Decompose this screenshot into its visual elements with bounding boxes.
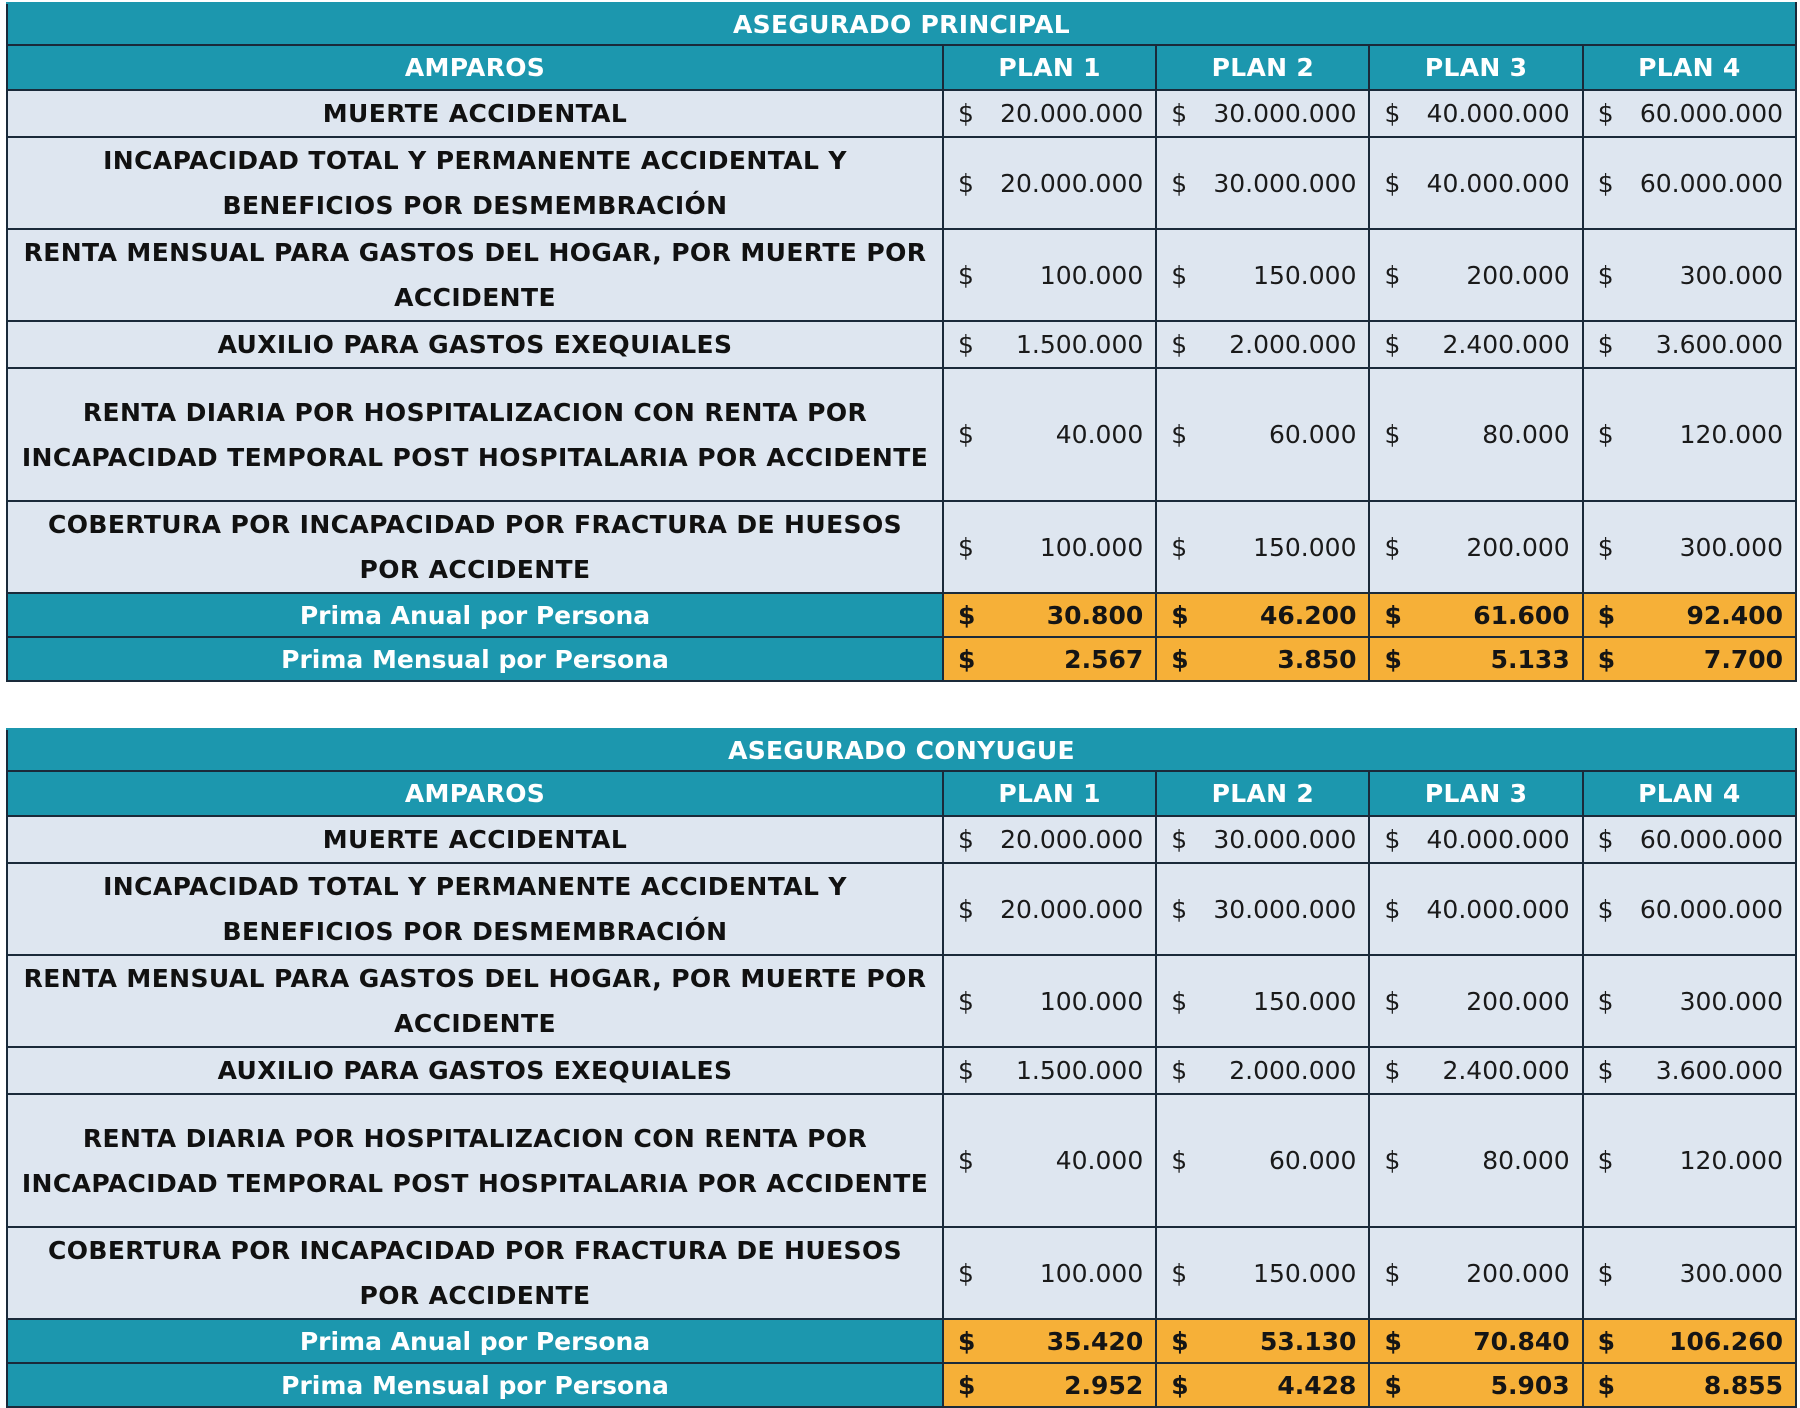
table-row bbox=[7, 1047, 1796, 1094]
premium-cell bbox=[1156, 1319, 1369, 1363]
premium-row bbox=[7, 593, 1796, 637]
amount-cell bbox=[943, 368, 1156, 501]
table-row bbox=[7, 816, 1796, 863]
currency-symbol: $ bbox=[1597, 99, 1614, 128]
currency-symbol: $ bbox=[1384, 168, 1401, 198]
table-row bbox=[7, 863, 1796, 955]
premium-row bbox=[7, 637, 1796, 681]
coverage-label: RENTA DIARIA POR HOSPITALIZACION CON RENTA POR INCAPACIDAD TEMPORAL POST HOSPITALARIA POR ACCIDENTE bbox=[7, 368, 943, 501]
premium-cell bbox=[1583, 637, 1796, 681]
table-title: ASEGURADO CONYUGUE bbox=[7, 729, 1796, 771]
header-plan: PLAN 3 bbox=[1369, 771, 1582, 816]
currency-symbol: $ bbox=[1597, 1370, 1616, 1400]
currency-symbol: $ bbox=[958, 644, 976, 674]
currency-symbol: $ bbox=[1171, 1326, 1189, 1356]
currency-symbol: $ bbox=[1597, 330, 1614, 359]
amount-cell bbox=[1369, 90, 1582, 137]
premium-row bbox=[7, 1319, 1796, 1363]
currency-symbol: $ bbox=[958, 1370, 976, 1400]
amount-cell bbox=[1583, 229, 1796, 321]
currency-symbol: $ bbox=[1384, 986, 1401, 1016]
header-plan: PLAN 1 bbox=[943, 771, 1156, 816]
amount-value: 40.000.000 bbox=[1426, 825, 1570, 854]
currency-symbol: $ bbox=[1384, 644, 1402, 674]
amount-cell bbox=[1583, 137, 1796, 229]
premium-label: Prima Anual por Persona bbox=[7, 1319, 943, 1363]
amount-value: 100.000 bbox=[1039, 532, 1144, 562]
amount-value: 40.000 bbox=[1055, 1146, 1144, 1175]
amount-value: 1.500.000 bbox=[1016, 1056, 1144, 1085]
amount-value: 2.000.000 bbox=[1229, 330, 1357, 359]
currency-symbol: $ bbox=[1171, 894, 1188, 924]
currency-symbol: $ bbox=[958, 1258, 974, 1288]
currency-symbol: $ bbox=[1597, 260, 1614, 290]
premium-row bbox=[7, 1363, 1796, 1407]
amount-value: 40.000.000 bbox=[1426, 99, 1570, 128]
amount-value: 40.000.000 bbox=[1426, 894, 1570, 924]
amount-value: 70.840 bbox=[1473, 1326, 1570, 1356]
currency-symbol: $ bbox=[1384, 1056, 1401, 1085]
amount-value: 35.420 bbox=[1046, 1326, 1144, 1356]
premium-cell bbox=[1369, 1319, 1582, 1363]
amount-cell bbox=[1369, 1227, 1582, 1319]
table-row bbox=[7, 501, 1796, 593]
currency-symbol: $ bbox=[958, 986, 974, 1016]
currency-symbol: $ bbox=[1171, 600, 1189, 630]
currency-symbol: $ bbox=[958, 420, 974, 449]
amount-cell bbox=[1156, 368, 1369, 501]
amount-value: 20.000.000 bbox=[1000, 99, 1144, 128]
amount-cell bbox=[943, 955, 1156, 1047]
currency-symbol: $ bbox=[1384, 600, 1402, 630]
amount-cell bbox=[1583, 863, 1796, 955]
amount-cell bbox=[1156, 229, 1369, 321]
amount-value: 4.428 bbox=[1277, 1370, 1357, 1400]
table-row bbox=[7, 368, 1796, 501]
amount-value: 60.000.000 bbox=[1639, 168, 1783, 198]
currency-symbol: $ bbox=[1171, 168, 1188, 198]
amount-value: 20.000.000 bbox=[1000, 825, 1144, 854]
amount-cell bbox=[1156, 90, 1369, 137]
coverage-label: RENTA MENSUAL PARA GASTOS DEL HOGAR, POR MUERTE POR ACCIDENTE bbox=[7, 955, 943, 1047]
coverage-label: MUERTE ACCIDENTAL bbox=[7, 816, 943, 863]
amount-value: 300.000 bbox=[1679, 260, 1783, 290]
table-asegurado-conyugue bbox=[6, 728, 1797, 1408]
currency-symbol: $ bbox=[1597, 168, 1614, 198]
header-plan: PLAN 2 bbox=[1156, 771, 1369, 816]
amount-cell bbox=[1583, 321, 1796, 368]
amount-value: 60.000 bbox=[1269, 420, 1357, 449]
amount-value: 2.000.000 bbox=[1229, 1056, 1357, 1085]
amount-value: 8.855 bbox=[1703, 1370, 1783, 1400]
amount-cell bbox=[943, 1227, 1156, 1319]
amount-value: 106.260 bbox=[1669, 1326, 1783, 1356]
premium-cell bbox=[1583, 1363, 1796, 1407]
currency-symbol: $ bbox=[1597, 532, 1614, 562]
amount-value: 30.000.000 bbox=[1213, 894, 1357, 924]
coverage-label: AUXILIO PARA GASTOS EXEQUIALES bbox=[7, 1047, 943, 1094]
amount-value: 2.400.000 bbox=[1442, 1056, 1570, 1085]
currency-symbol: $ bbox=[1384, 420, 1401, 449]
amount-value: 300.000 bbox=[1679, 1258, 1783, 1288]
amount-value: 2.952 bbox=[1064, 1370, 1144, 1400]
currency-symbol: $ bbox=[1171, 1146, 1188, 1175]
amount-value: 20.000.000 bbox=[1000, 168, 1144, 198]
table-asegurado-principal bbox=[6, 2, 1797, 682]
amount-value: 120.000 bbox=[1679, 1146, 1783, 1175]
premium-cell bbox=[1583, 593, 1796, 637]
currency-symbol: $ bbox=[1171, 1370, 1189, 1400]
amount-value: 100.000 bbox=[1039, 260, 1144, 290]
table-row bbox=[7, 321, 1796, 368]
amount-cell bbox=[1369, 863, 1582, 955]
amount-cell bbox=[1156, 816, 1369, 863]
amount-value: 40.000.000 bbox=[1426, 168, 1570, 198]
table-title: ASEGURADO PRINCIPAL bbox=[7, 3, 1796, 45]
premium-cell bbox=[943, 637, 1156, 681]
currency-symbol: $ bbox=[1597, 894, 1614, 924]
amount-value: 150.000 bbox=[1253, 1258, 1357, 1288]
amount-value: 61.600 bbox=[1473, 600, 1570, 630]
amount-cell bbox=[1583, 816, 1796, 863]
amount-cell bbox=[1156, 1047, 1369, 1094]
amount-cell bbox=[1369, 1047, 1582, 1094]
table-row bbox=[7, 229, 1796, 321]
amount-cell bbox=[1583, 1227, 1796, 1319]
premium-cell bbox=[943, 1363, 1156, 1407]
amount-value: 1.500.000 bbox=[1016, 330, 1144, 359]
amount-value: 150.000 bbox=[1253, 260, 1357, 290]
amount-cell bbox=[943, 816, 1156, 863]
amount-cell bbox=[943, 1094, 1156, 1227]
amount-value: 300.000 bbox=[1679, 986, 1783, 1016]
amount-value: 80.000 bbox=[1482, 1146, 1570, 1175]
currency-symbol: $ bbox=[1171, 986, 1188, 1016]
currency-symbol: $ bbox=[1171, 644, 1189, 674]
currency-symbol: $ bbox=[1171, 1056, 1188, 1085]
coverage-label: COBERTURA POR INCAPACIDAD POR FRACTURA DE HUESOS POR ACCIDENTE bbox=[7, 501, 943, 593]
header-plan: PLAN 2 bbox=[1156, 45, 1369, 90]
currency-symbol: $ bbox=[1597, 600, 1616, 630]
currency-symbol: $ bbox=[1597, 1146, 1614, 1175]
premium-label: Prima Mensual por Persona bbox=[7, 637, 943, 681]
premium-cell bbox=[1369, 593, 1582, 637]
currency-symbol: $ bbox=[1597, 1056, 1614, 1085]
table-row bbox=[7, 1227, 1796, 1319]
currency-symbol: $ bbox=[1171, 825, 1188, 854]
premium-cell bbox=[1156, 637, 1369, 681]
coverage-label: RENTA MENSUAL PARA GASTOS DEL HOGAR, POR MUERTE POR ACCIDENTE bbox=[7, 229, 943, 321]
amount-cell bbox=[1369, 955, 1582, 1047]
coverage-label: INCAPACIDAD TOTAL Y PERMANENTE ACCIDENTAL Y BENEFICIOS POR DESMEMBRACIÓN bbox=[7, 863, 943, 955]
amount-cell bbox=[1369, 1094, 1582, 1227]
amount-value: 100.000 bbox=[1039, 986, 1144, 1016]
amount-value: 200.000 bbox=[1466, 1258, 1570, 1288]
amount-cell bbox=[1369, 229, 1582, 321]
amount-cell bbox=[943, 229, 1156, 321]
header-amparos: AMPAROS bbox=[7, 45, 943, 90]
premium-label: Prima Mensual por Persona bbox=[7, 1363, 943, 1407]
amount-cell bbox=[1156, 321, 1369, 368]
amount-value: 150.000 bbox=[1253, 532, 1357, 562]
amount-cell bbox=[943, 90, 1156, 137]
premium-cell bbox=[1369, 1363, 1582, 1407]
premium-label: Prima Anual por Persona bbox=[7, 593, 943, 637]
currency-symbol: $ bbox=[1171, 532, 1188, 562]
premium-cell bbox=[1369, 637, 1582, 681]
header-plan: PLAN 3 bbox=[1369, 45, 1582, 90]
coverage-label: COBERTURA POR INCAPACIDAD POR FRACTURA DE HUESOS POR ACCIDENTE bbox=[7, 1227, 943, 1319]
header-plan: PLAN 4 bbox=[1583, 45, 1796, 90]
currency-symbol: $ bbox=[1384, 1370, 1402, 1400]
amount-value: 200.000 bbox=[1466, 260, 1570, 290]
amount-value: 30.000.000 bbox=[1213, 99, 1357, 128]
currency-symbol: $ bbox=[1597, 1326, 1616, 1356]
amount-cell bbox=[1156, 137, 1369, 229]
amount-value: 200.000 bbox=[1466, 986, 1570, 1016]
header-amparos: AMPAROS bbox=[7, 771, 943, 816]
amount-cell bbox=[943, 501, 1156, 593]
currency-symbol: $ bbox=[1384, 894, 1401, 924]
amount-value: 40.000 bbox=[1055, 420, 1144, 449]
amount-value: 30.000.000 bbox=[1213, 168, 1357, 198]
currency-symbol: $ bbox=[1171, 99, 1188, 128]
table-row bbox=[7, 1094, 1796, 1227]
premium-cell bbox=[943, 593, 1156, 637]
currency-symbol: $ bbox=[958, 330, 974, 359]
coverage-label: MUERTE ACCIDENTAL bbox=[7, 90, 943, 137]
amount-cell bbox=[1156, 1227, 1369, 1319]
amount-value: 60.000.000 bbox=[1639, 894, 1783, 924]
amount-value: 30.800 bbox=[1046, 600, 1144, 630]
amount-value: 120.000 bbox=[1679, 420, 1783, 449]
currency-symbol: $ bbox=[958, 894, 974, 924]
header-row bbox=[7, 45, 1796, 90]
amount-cell bbox=[1156, 501, 1369, 593]
amount-cell bbox=[943, 863, 1156, 955]
currency-symbol: $ bbox=[1384, 1146, 1401, 1175]
table-row bbox=[7, 90, 1796, 137]
table-row bbox=[7, 955, 1796, 1047]
amount-cell bbox=[1369, 501, 1582, 593]
premium-cell bbox=[1583, 1319, 1796, 1363]
amount-value: 92.400 bbox=[1686, 600, 1783, 630]
amount-cell bbox=[1583, 368, 1796, 501]
amount-value: 100.000 bbox=[1039, 1258, 1144, 1288]
currency-symbol: $ bbox=[1171, 260, 1188, 290]
amount-cell bbox=[1583, 90, 1796, 137]
currency-symbol: $ bbox=[1384, 330, 1401, 359]
table-row bbox=[7, 137, 1796, 229]
currency-symbol: $ bbox=[1171, 330, 1188, 359]
amount-cell bbox=[1156, 955, 1369, 1047]
amount-value: 60.000 bbox=[1268, 1146, 1357, 1175]
amount-value: 80.000 bbox=[1482, 420, 1570, 449]
currency-symbol: $ bbox=[1597, 986, 1614, 1016]
amount-value: 46.200 bbox=[1260, 600, 1357, 630]
amount-cell bbox=[943, 1047, 1156, 1094]
currency-symbol: $ bbox=[1597, 644, 1616, 674]
currency-symbol: $ bbox=[958, 168, 974, 198]
amount-value: 2.400.000 bbox=[1442, 330, 1570, 359]
currency-symbol: $ bbox=[1384, 99, 1401, 128]
currency-symbol: $ bbox=[1384, 1326, 1402, 1356]
header-plan: PLAN 4 bbox=[1583, 771, 1796, 816]
currency-symbol: $ bbox=[958, 260, 974, 290]
currency-symbol: $ bbox=[1597, 825, 1614, 854]
amount-value: 53.130 bbox=[1259, 1326, 1357, 1356]
currency-symbol: $ bbox=[1597, 1258, 1614, 1288]
amount-value: 3.850 bbox=[1277, 644, 1357, 674]
currency-symbol: $ bbox=[1384, 1258, 1401, 1288]
currency-symbol: $ bbox=[1384, 825, 1401, 854]
coverage-label: RENTA DIARIA POR HOSPITALIZACION CON RENTA POR INCAPACIDAD TEMPORAL POST HOSPITALARIA POR ACCIDENTE bbox=[7, 1094, 943, 1227]
amount-value: 200.000 bbox=[1466, 532, 1570, 562]
amount-cell bbox=[1369, 137, 1582, 229]
amount-cell bbox=[1156, 1094, 1369, 1227]
amount-cell bbox=[943, 321, 1156, 368]
currency-symbol: $ bbox=[958, 600, 976, 630]
coverage-label: AUXILIO PARA GASTOS EXEQUIALES bbox=[7, 321, 943, 368]
currency-symbol: $ bbox=[958, 1326, 976, 1356]
currency-symbol: $ bbox=[1171, 1258, 1188, 1288]
amount-value: 7.700 bbox=[1703, 644, 1783, 674]
amount-value: 60.000.000 bbox=[1639, 825, 1783, 854]
amount-value: 20.000.000 bbox=[1000, 894, 1144, 924]
amount-value: 3.600.000 bbox=[1655, 330, 1783, 359]
currency-symbol: $ bbox=[958, 1056, 974, 1085]
amount-cell bbox=[1369, 321, 1582, 368]
amount-cell bbox=[1583, 1094, 1796, 1227]
amount-cell bbox=[1156, 863, 1369, 955]
header-row bbox=[7, 771, 1796, 816]
amount-value: 300.000 bbox=[1679, 532, 1783, 562]
amount-cell bbox=[943, 137, 1156, 229]
currency-symbol: $ bbox=[958, 825, 974, 854]
currency-symbol: $ bbox=[958, 99, 974, 128]
amount-cell bbox=[1583, 501, 1796, 593]
amount-value: 60.000.000 bbox=[1639, 99, 1783, 128]
amount-cell bbox=[1583, 955, 1796, 1047]
amount-value: 5.133 bbox=[1490, 644, 1570, 674]
premium-cell bbox=[1156, 1363, 1369, 1407]
premium-cell bbox=[1156, 593, 1369, 637]
amount-value: 3.600.000 bbox=[1655, 1056, 1783, 1085]
amount-value: 150.000 bbox=[1253, 986, 1357, 1016]
currency-symbol: $ bbox=[1384, 260, 1401, 290]
currency-symbol: $ bbox=[958, 532, 974, 562]
amount-cell bbox=[1369, 368, 1582, 501]
amount-value: 5.903 bbox=[1490, 1370, 1570, 1400]
amount-value: 30.000.000 bbox=[1213, 825, 1357, 854]
currency-symbol: $ bbox=[1171, 420, 1188, 449]
currency-symbol: $ bbox=[958, 1146, 974, 1175]
premium-cell bbox=[943, 1319, 1156, 1363]
amount-value: 2.567 bbox=[1064, 644, 1144, 674]
coverage-label: INCAPACIDAD TOTAL Y PERMANENTE ACCIDENTAL Y BENEFICIOS POR DESMEMBRACIÓN bbox=[7, 137, 943, 229]
header-plan: PLAN 1 bbox=[943, 45, 1156, 90]
amount-cell bbox=[1583, 1047, 1796, 1094]
currency-symbol: $ bbox=[1597, 420, 1614, 449]
currency-symbol: $ bbox=[1384, 532, 1401, 562]
amount-cell bbox=[1369, 816, 1582, 863]
